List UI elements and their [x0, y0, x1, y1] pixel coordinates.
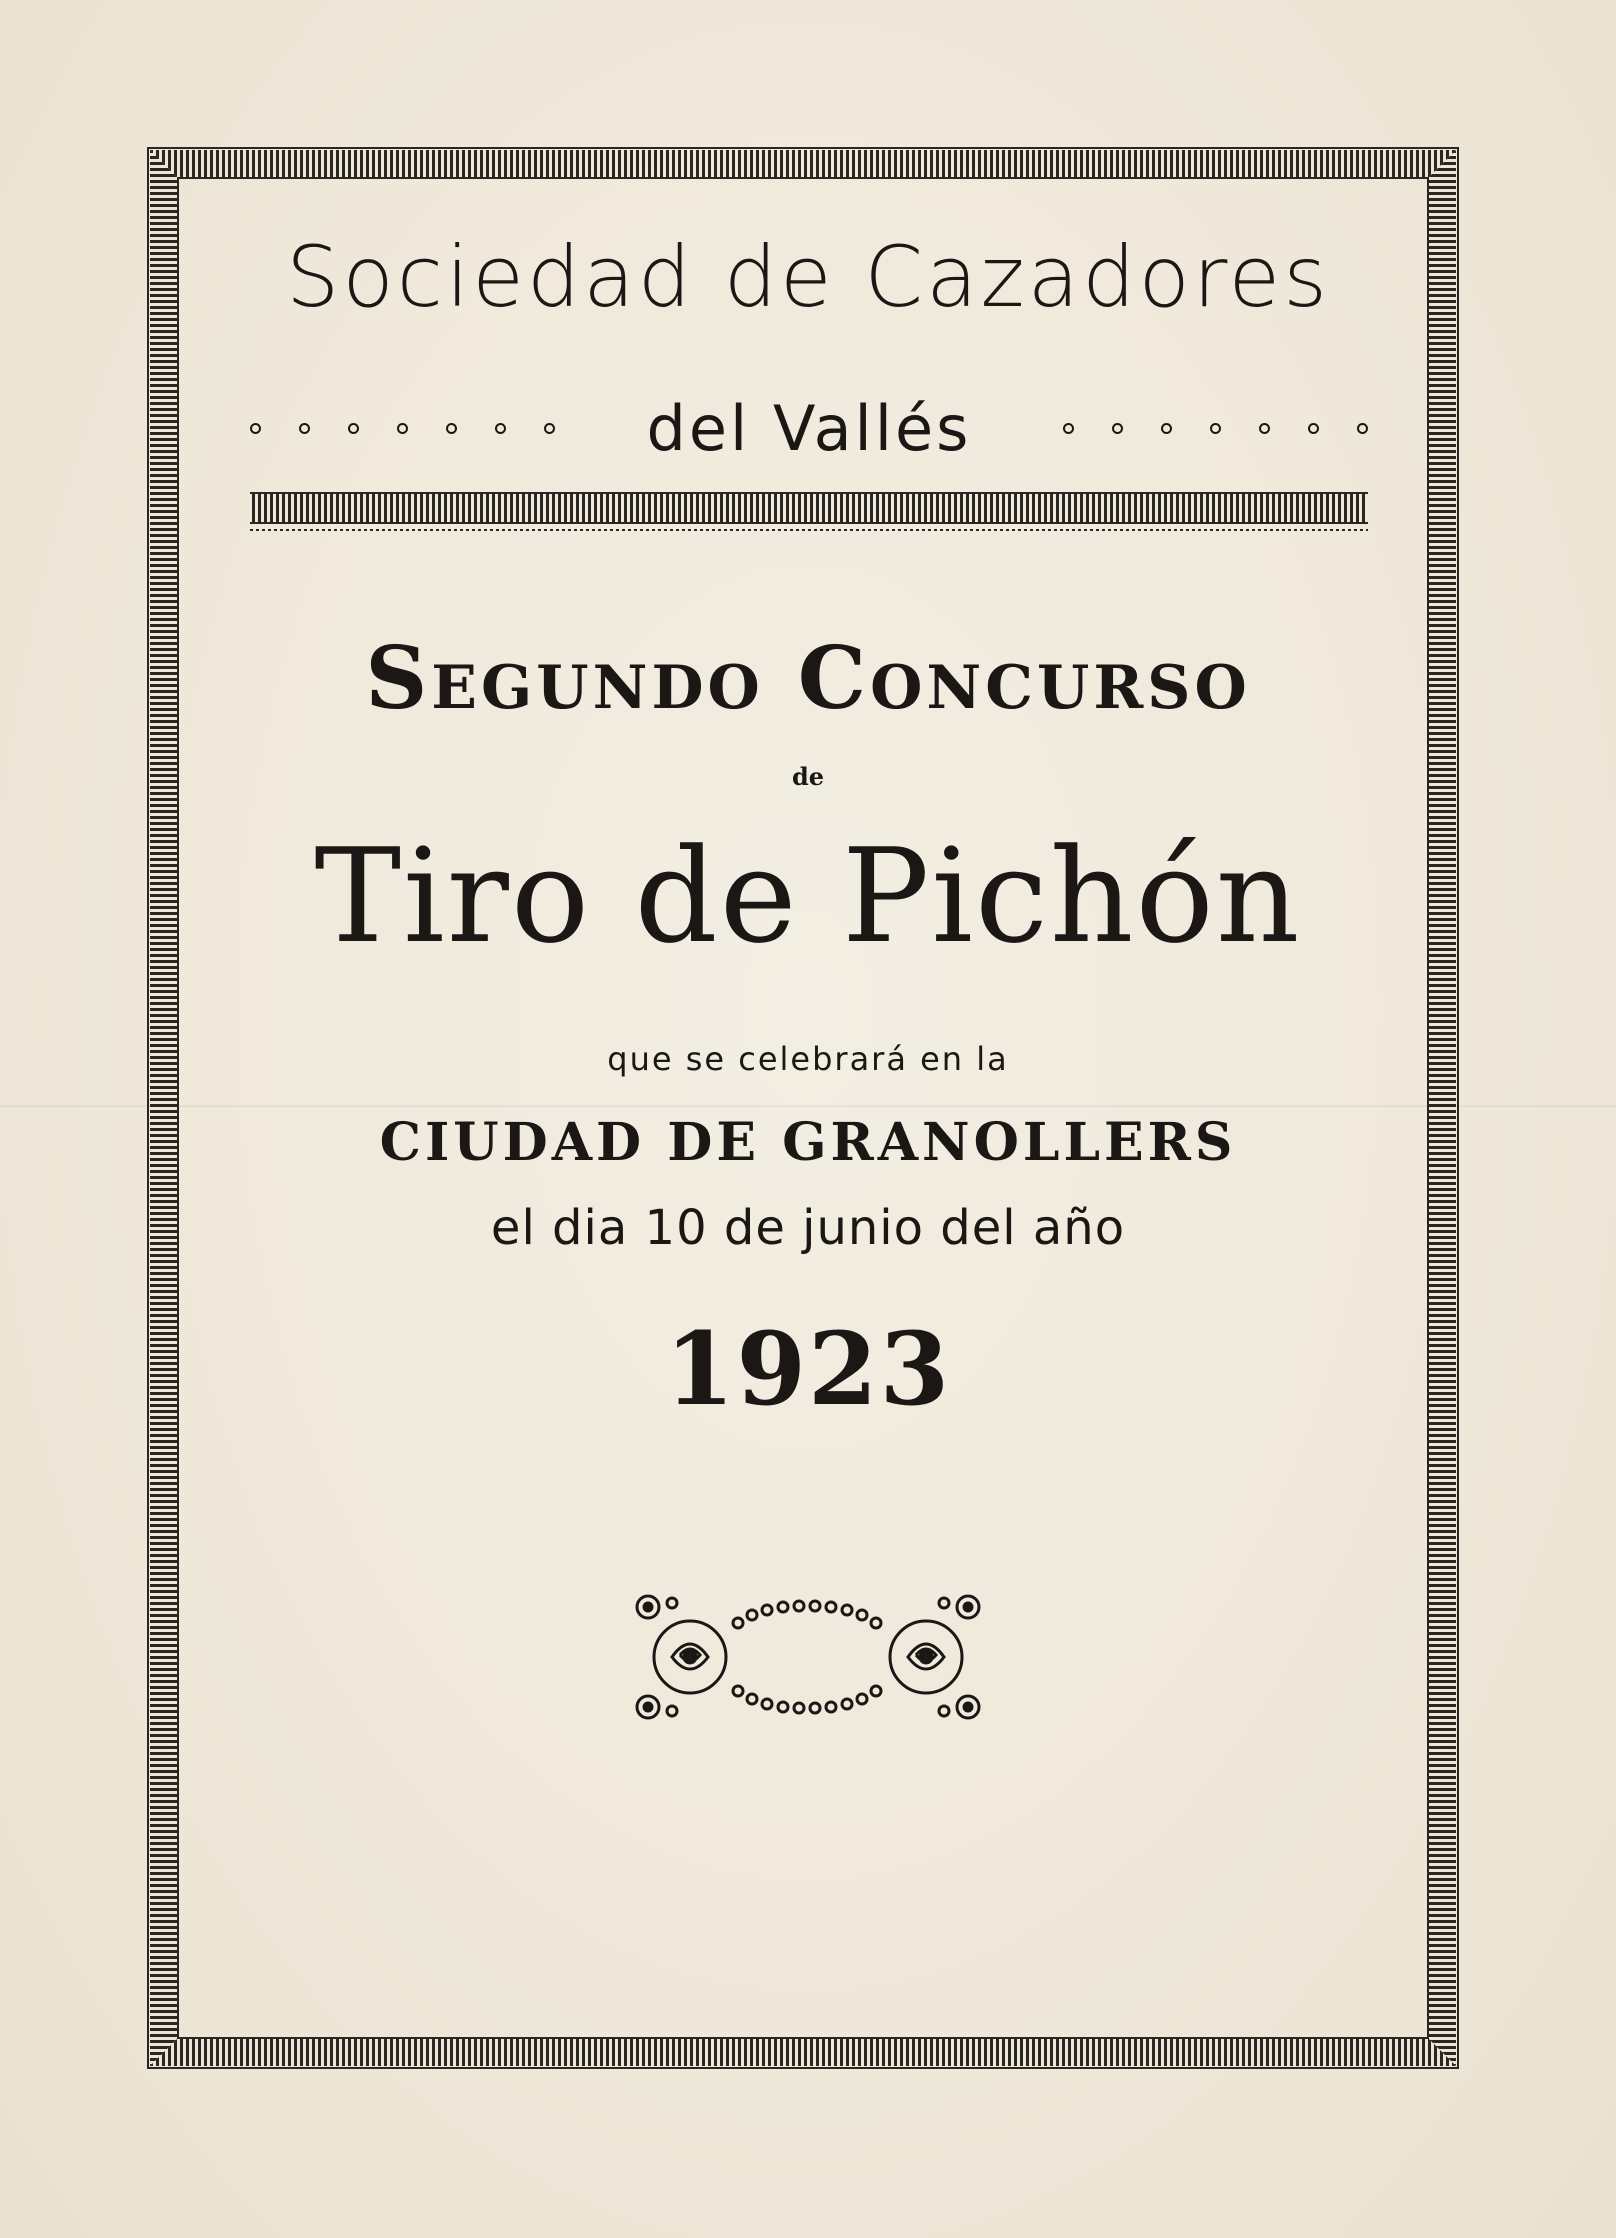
dot	[1357, 423, 1368, 434]
dot	[1259, 423, 1270, 434]
dot	[446, 423, 457, 434]
dot	[1210, 423, 1221, 434]
date-line: el dia 10 de junio del año	[490, 1200, 1126, 1256]
society-name: Sociedad de Cazadores	[286, 228, 1330, 326]
region-row	[250, 388, 1368, 468]
title-connector: de	[791, 762, 825, 791]
header-divider-band	[250, 494, 1368, 522]
year: 1923	[664, 1310, 952, 1428]
dot	[1063, 423, 1074, 434]
dot	[250, 423, 261, 434]
region-name: del Vallés	[646, 391, 972, 465]
dot	[299, 423, 310, 434]
right-dot-row	[1063, 423, 1368, 434]
dot	[397, 423, 408, 434]
city-name: CIUDAD DE GRANOLLERS	[379, 1112, 1237, 1173]
dot	[544, 423, 555, 434]
dot	[348, 423, 359, 434]
dot	[1161, 423, 1172, 434]
dot	[1112, 423, 1123, 434]
dot	[1308, 423, 1319, 434]
dot	[495, 423, 506, 434]
left-dot-row	[250, 423, 555, 434]
rose-chain-ornament-icon	[628, 1585, 988, 1725]
intro-line: que se celebrará en la	[607, 1040, 1009, 1078]
contest-title: Segundo Concurso	[365, 628, 1251, 729]
event-title: Tiro de Pichón	[314, 820, 1302, 972]
